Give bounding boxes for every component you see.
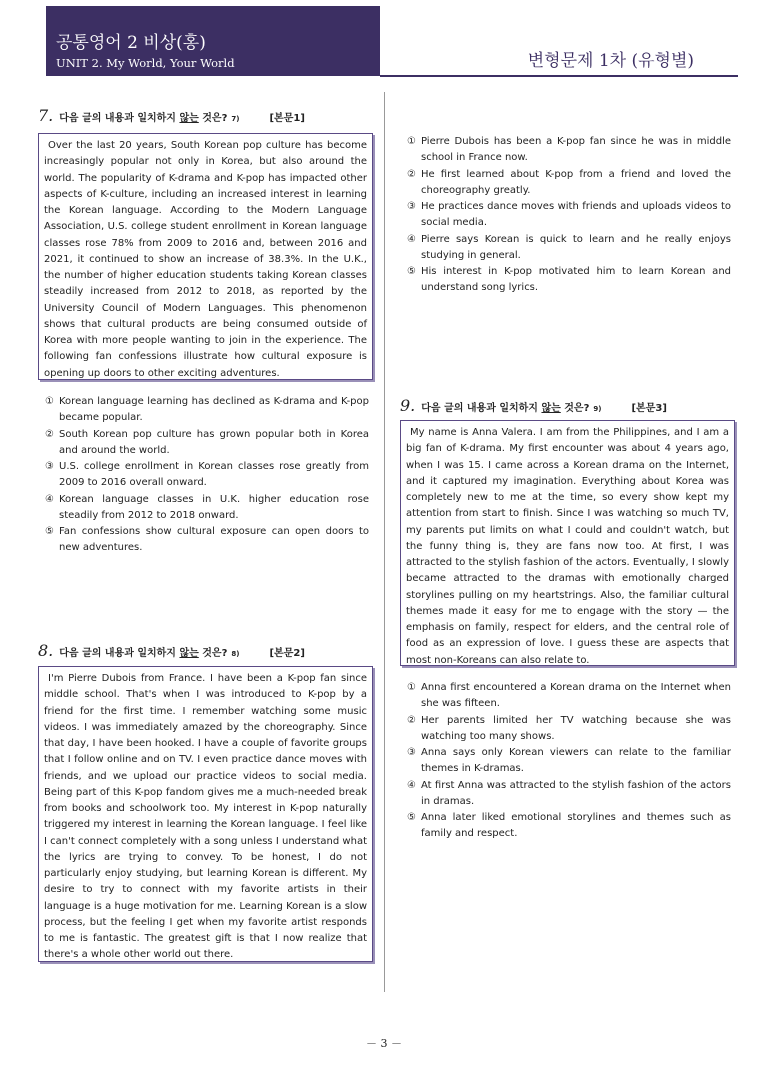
option[interactable]: ① Pierre Dubois has been a K-pop fan since he was in middle school in France now. [407, 136, 731, 164]
footnote-marker: 8) [231, 650, 240, 658]
option[interactable]: ⑤ His interest in K-pop motivated him to learn Korean and understand song lyrics. [407, 266, 731, 294]
option[interactable]: ④ Pierre says Korean is quick to learn and he really enjoys studying in general. [407, 233, 731, 261]
question-8-passage: I'm Pierre Dubois from France. I have been a K-pop fan since middle school. That's when I was introduced to K-pop by a friend for the first time. I remember watching some music videos. I was immediately amazed by the choreography. Since that day, I have been hooked. I have a couple of favorite groups that I follow online and on TV. I even practice dance moves with friends, and we upload our practice videos to social media. Being part of this K-pop fandom gives me a much-needed break from books and schoolwork too. My interest in K-pop naturally triggered my interest in learning the Korean language. I feel like I can't connect completely with a song unless I understand what the lyrics are trying to convey. To be honest, I do not particularly enjoy studying, but learning Korean is different. My desire to try to connect with my favorite artists in their language is a huge motivation for me. Learning Korean is a slow process, but the feeling I get when my favorite artist responds to me is fantastic. The greatest gift is that I now realize that there's a whole other world out there. [38, 666, 373, 962]
question-9-heading [400, 396, 667, 415]
option[interactable]: ⑤ Fan confessions show cultural exposure can open doors to new adventures. [45, 526, 369, 554]
question-number: 9. [400, 396, 416, 415]
option[interactable]: ① Korean language learning has declined as K-drama and K-pop became popular. [45, 396, 369, 424]
option[interactable]: ⑤ Anna later liked emotional storylines and themes such as family and respect. [407, 812, 731, 840]
page-number: － 3 － [366, 1037, 402, 1050]
footnote-marker: 9) [593, 405, 602, 413]
question-prompt: 다음 글의 내용과 일치하지 않는 것은? [59, 648, 228, 659]
unit-title: UNIT 2. My World, Your World [56, 56, 235, 70]
question-number: 7. [38, 106, 54, 125]
question-8-options [407, 134, 731, 297]
question-source: [본문1] [269, 113, 305, 124]
question-7-options [45, 394, 369, 557]
option[interactable]: ② He first learned about K-pop from a friend and loved the choreography greatly. [407, 168, 731, 196]
option[interactable]: ② Her parents limited her TV watching because she was watching too many shows. [407, 714, 731, 742]
column-divider [384, 92, 385, 992]
question-7-passage: Over the last 20 years, South Korean pop culture has become increasingly popular not only in Korea, but also around the world. The popularity of K-drama and K-pop has impacted other aspects of K-culture, including an increased interest in learning the Korean language. According to the Modern Language Association, U.S. college student enrollment in Korean language classes rose 78% from 2009 to 2016 and, between 2016 and 2021, it continued to show an increase of 38.3%. In the U.K., the number of higher education students taking Korean classes steadily increased from 2012 to 2018, as reported by the University Council of Modern Languages. This phenomenon shows that cultural products are being consumed outside of Korea with more people wanting to join in the experience. The following fan confessions illustrate how cultural exposure is opening up doors to other exciting adventures. [38, 133, 373, 380]
question-8-heading [38, 641, 305, 660]
footnote-marker: 7) [231, 115, 240, 123]
option[interactable]: ④ At first Anna was attracted to the stylish fashion of the actors in dramas. [407, 779, 731, 807]
question-source: [본문3] [631, 403, 667, 414]
option[interactable]: ① Anna first encountered a Korean drama on the Internet when she was fifteen. [407, 682, 731, 710]
question-source: [본문2] [269, 648, 305, 659]
option[interactable]: ④ Korean language classes in U.K. higher education rose steadily from 2012 to 2018 onward. [45, 493, 369, 521]
header-rule [380, 75, 738, 77]
option[interactable]: ③ U.S. college enrollment in Korean classes rose greatly from 2009 to 2016 overall onward. [45, 461, 369, 489]
question-number: 8. [38, 641, 54, 660]
worksheet-title: 변형문제 1차 (유형별) [527, 51, 694, 71]
question-7-heading [38, 106, 305, 125]
option[interactable]: ② South Korean pop culture has grown popular both in Korea and around the world. [45, 428, 369, 456]
header-banner [46, 6, 380, 76]
textbook-title: 공통영어 2 비상(홍) [56, 33, 206, 53]
question-9-options [407, 680, 731, 843]
question-prompt: 다음 글의 내용과 일치하지 않는 것은? [421, 403, 590, 414]
question-9-passage: My name is Anna Valera. I am from the Philippines, and I am a big fan of K-drama. My first encounter was about 4 years ago, when I was 15. I came across a Korean drama on the Internet, and it captured my imagination. Everything about Korea was completely new to me at the time, so every show kept my attention from start to finish. Since I was watching so much TV, my parents put limits on what I could and couldn't watch, but the funny thing is, they are fans now too. At first, I was attracted to the stylish fashion of the actors. Eventually, I slowly became attracted to the dramas with emotionally charged storylines pulling on my heartstrings. Also, the familiar cultural themes made it easy for me to engage with the story — the emphasis on family, respect for elders, and the central role of food as an expression of love. I guess these are aspects that most non-Koreans can also relate to. [400, 420, 735, 666]
option[interactable]: ③ He practices dance moves with friends and uploads videos to social media. [407, 201, 731, 229]
question-prompt: 다음 글의 내용과 일치하지 않는 것은? [59, 113, 228, 124]
option[interactable]: ③ Anna says only Korean viewers can relate to the familiar themes in K-dramas. [407, 747, 731, 775]
